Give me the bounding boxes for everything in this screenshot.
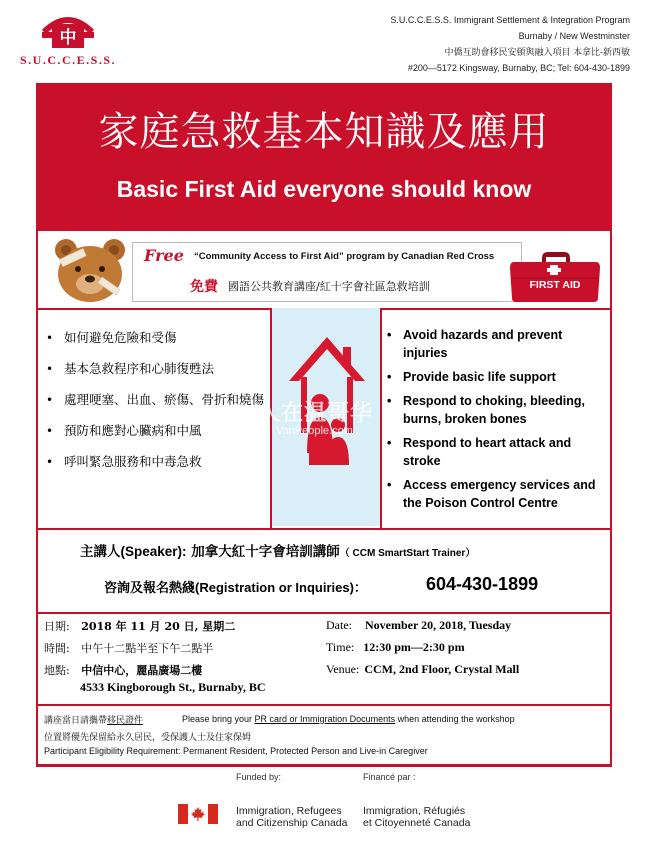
watermark-site: VanPeople.com	[276, 425, 353, 437]
department-name-fr	[363, 805, 470, 829]
bring-note-en-text: Please bring your	[182, 714, 255, 724]
speaker-line	[80, 540, 475, 560]
first-aid-kit-icon	[508, 252, 602, 304]
list-item: • 呼叫緊急服務和中毒急救	[44, 450, 268, 474]
department-fr-line2: et Citoyenneté Canada	[363, 817, 471, 829]
time-value-en: 12:30 pm—2:30 pm	[363, 640, 465, 654]
date-label-zh: 日期:	[44, 620, 70, 633]
speaker-name-zh: 加拿大紅十字會培訓講師	[191, 544, 340, 560]
priority-note-zh: 位置將優先保留給永久居民，受保護人士及住家保姆	[44, 733, 252, 743]
date-value-en: November 20, 2018, Tuesday	[365, 618, 512, 632]
speaker-name-en: （ CCM SmartStart Trainer）	[339, 548, 476, 559]
department-en-line2: and Citizenship Canada	[236, 817, 348, 829]
date-row-zh	[44, 618, 235, 634]
topics-zh-list	[44, 326, 268, 481]
list-item: • 如何避免危險和受傷	[44, 326, 268, 350]
canada-flag-icon	[178, 804, 218, 824]
teddy-bear-illustration	[48, 236, 132, 306]
place-address: 4533 Kingborough St., Burnaby, BC	[80, 680, 266, 694]
hotline-label-zh: 咨詢及報名熱綫	[104, 581, 196, 596]
program-description-en: “Community Access to First Aid” program by Canadian Red Cross	[194, 251, 495, 262]
speaker-label-zh: 主講人	[80, 544, 121, 560]
topics-en-list	[385, 326, 605, 518]
list-item: • Provide basic life support	[385, 368, 605, 386]
list-item: • 處理哽塞、出血、瘀傷、骨折和燒傷	[44, 388, 268, 412]
list-item: • Respond to choking, bleeding, burns, broken bones	[385, 392, 605, 428]
logo-text: S.U.C.C.E.S.S.	[20, 53, 117, 67]
place-label-zh: 地點:	[44, 664, 70, 677]
bring-note-en-end: when attending the workshop	[395, 714, 515, 724]
time-value-zh: 中午十二點半至下午二點半	[81, 642, 214, 655]
list-item: • Access emergency services and the Poison Control Centre	[385, 476, 605, 512]
organization-header	[390, 12, 630, 76]
bring-note-en	[182, 714, 515, 724]
speaker-label-en: (Speaker):	[120, 544, 187, 559]
date-value-zh: 2018 年 11 月 20 日, 星期二	[81, 620, 236, 633]
bring-note-zh-docs: 移民證件	[107, 716, 144, 726]
time-label-en: Time:	[326, 640, 355, 654]
department-en-line1: Immigration, Refugees	[236, 805, 342, 817]
free-label-en: Free	[144, 246, 184, 265]
list-item: • 預防和應對心臟病和中風	[44, 419, 268, 443]
first-aid-kit-label: FIRST AID	[529, 279, 581, 291]
funded-by-fr: Financé par :	[363, 772, 416, 782]
venue-row-en	[326, 662, 519, 677]
venue-label-en: Venue:	[326, 662, 360, 676]
time-label-zh: 時間:	[44, 642, 70, 655]
funded-by-en: Funded by:	[236, 772, 282, 782]
bring-note-en-docs: PR card or Immigration Documents	[254, 714, 396, 724]
title-zh: 家庭急救基本知識及應用	[98, 109, 550, 155]
hotline-label-en: (Registration or Inquiries)：	[195, 580, 367, 595]
department-fr-line1: Immigration, Réfugiés	[363, 805, 466, 817]
title-en: Basic First Aid everyone should know	[116, 176, 532, 202]
program-name-en: S.U.C.C.E.S.S. Immigrant Settlement & Integration Program	[390, 15, 630, 25]
list-item: • 基本急救程序和心肺復甦法	[44, 357, 268, 381]
place-row-zh	[44, 662, 202, 678]
program-description-zh: 國語公共教育講座/紅十字會社區急救培訓	[228, 280, 430, 293]
list-item: • Avoid hazards and prevent injuries	[385, 326, 605, 362]
bring-note-zh-text: 講座當日請攜帶	[44, 716, 108, 726]
eligibility-note: Participant Eligibility Requirement: Permanent Resident, Protected Person and Live-in Caregiver	[44, 746, 428, 756]
region-name: Burnaby / New Westminster	[518, 31, 630, 41]
program-name-zh: 中僑互助會移民安頓與融入項目 本拿比-新西敏	[444, 47, 630, 57]
hotline-phone[interactable]: 604-430-1899	[426, 574, 539, 594]
venue-value-en: CCM, 2nd Floor, Crystal Mall	[364, 662, 520, 676]
logo-glyph: 中	[59, 28, 77, 48]
date-row-en	[326, 618, 511, 633]
free-label-zh: 免費	[190, 279, 218, 295]
time-row-zh	[44, 640, 213, 656]
time-row-en	[326, 640, 465, 655]
address: #200—5172 Kingsway, Burnaby, BC; Tel: 604-430-1899	[407, 63, 630, 73]
watermark-text: 人在温哥华	[258, 401, 374, 426]
department-name-en	[236, 805, 348, 829]
date-label-en: Date:	[326, 618, 352, 632]
list-item: • Respond to heart attack and stroke	[385, 434, 605, 470]
place-value-zh: 中信中心，麗晶廣場二樓	[81, 664, 203, 677]
bring-note-zh	[44, 713, 143, 726]
hotline-line	[104, 577, 367, 596]
